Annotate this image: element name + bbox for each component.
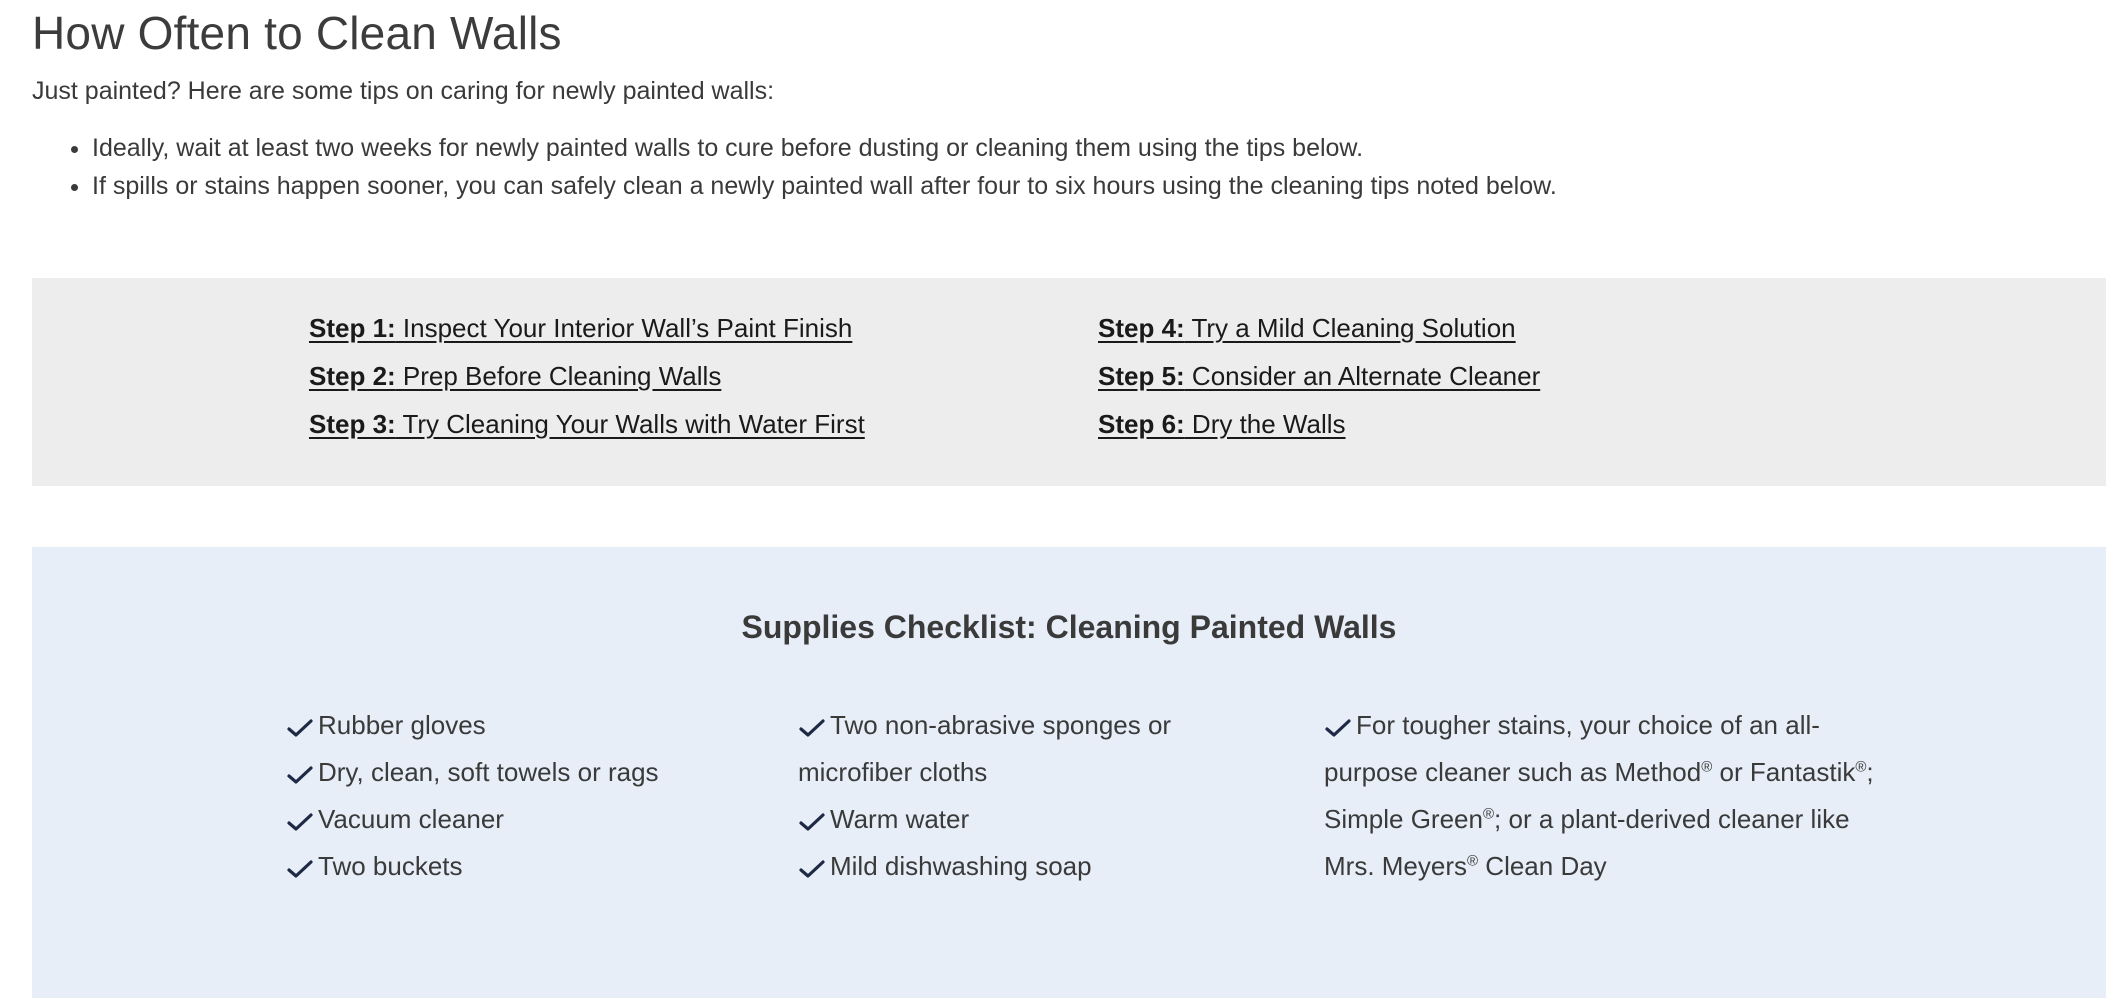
- checklist-item-text: ; or a plant-derived cleaner like Mrs. Meyers: [1324, 804, 1850, 881]
- step-4-link[interactable]: [1098, 304, 1540, 352]
- list-item: • Ideally, wait at least two weeks for newly painted walls to cure before dusting or cleaning them using the tips below.: [92, 129, 1557, 167]
- checkmark-icon: [798, 718, 826, 738]
- checklist-item-text: Rubber gloves: [318, 710, 486, 740]
- intro-text: Just painted? Here are some tips on caring for newly painted walls:: [32, 77, 775, 105]
- step-text: Dry the Walls: [1184, 409, 1346, 439]
- step-text: Try a Mild Cleaning Solution: [1184, 313, 1516, 343]
- registered-mark: ®: [1482, 805, 1495, 823]
- step-label: Step 1:: [309, 313, 396, 343]
- list-item: [798, 843, 1228, 890]
- step-1-link[interactable]: [309, 304, 865, 352]
- step-2-link[interactable]: [309, 352, 865, 400]
- step-6-link[interactable]: [1098, 400, 1540, 448]
- step-text: Inspect Your Interior Wall’s Paint Finish: [395, 313, 853, 343]
- steps-navigation: [32, 278, 2106, 486]
- checkmark-icon: [798, 812, 826, 832]
- step-label: Step 6:: [1098, 409, 1185, 439]
- supplies-checklist: [32, 547, 2106, 998]
- list-item: [798, 796, 1228, 843]
- checklist-item-text: Two buckets: [318, 851, 463, 881]
- checklist-item-text: Warm water: [830, 804, 970, 834]
- checklist-item-text: Dry, clean, soft towels or rags: [318, 757, 659, 787]
- step-3-link[interactable]: [309, 400, 865, 448]
- registered-mark: ®: [1467, 852, 1479, 870]
- checklist-item-text: or Fantastik: [1712, 757, 1856, 787]
- step-5-link[interactable]: [1098, 352, 1540, 400]
- checkmark-icon: [286, 812, 314, 832]
- checkmark-icon: [286, 859, 314, 879]
- list-item: [798, 702, 1228, 796]
- checklist-item-text: For tougher stains, your choice of an all-purpose cleaner such as Method: [1324, 710, 1820, 787]
- step-label: Step 3:: [309, 409, 396, 439]
- checklist-column-3: [1324, 702, 1884, 890]
- step-text: Try Cleaning Your Walls with Water First: [395, 409, 865, 439]
- registered-mark: ®: [1855, 758, 1867, 776]
- steps-column-left: [309, 304, 865, 448]
- step-text: Prep Before Cleaning Walls: [395, 361, 722, 391]
- tips-list: [32, 129, 1557, 205]
- step-label: Step 5:: [1098, 361, 1185, 391]
- checkmark-icon: [798, 859, 826, 879]
- list-item: [286, 796, 746, 843]
- page-title: How Often to Clean Walls: [32, 7, 562, 59]
- list-item: [286, 843, 746, 890]
- checklist-item-text: ; Simple Green: [1324, 757, 1874, 834]
- registered-mark: ®: [1701, 758, 1713, 776]
- checklist-column-2: [798, 702, 1228, 890]
- checkmark-icon: [286, 765, 314, 785]
- supplies-title: Supplies Checklist: Cleaning Painted Walls: [741, 609, 1397, 645]
- checklist-item-text: Clean Day: [1478, 851, 1607, 881]
- steps-column-right: [1098, 304, 1540, 448]
- list-item: [286, 749, 746, 796]
- list-item: • If spills or stains happen sooner, you can safely clean a newly painted wall after four to six hours using the cleaning tips noted below.: [92, 167, 1557, 205]
- checklist-item-text: Vacuum cleaner: [318, 804, 504, 834]
- list-item: [1324, 702, 1884, 890]
- checklist-column-1: [286, 702, 746, 890]
- checklist-item-text: Mild dishwashing soap: [830, 851, 1092, 881]
- step-label: Step 4:: [1098, 313, 1185, 343]
- checkmark-icon: [286, 718, 314, 738]
- step-text: Consider an Alternate Cleaner: [1184, 361, 1541, 391]
- checklist-item-text: Two non-abrasive sponges or microfiber cloths: [798, 710, 1172, 787]
- step-label: Step 2:: [309, 361, 396, 391]
- list-item: [286, 702, 746, 749]
- checkmark-icon: [1324, 718, 1352, 738]
